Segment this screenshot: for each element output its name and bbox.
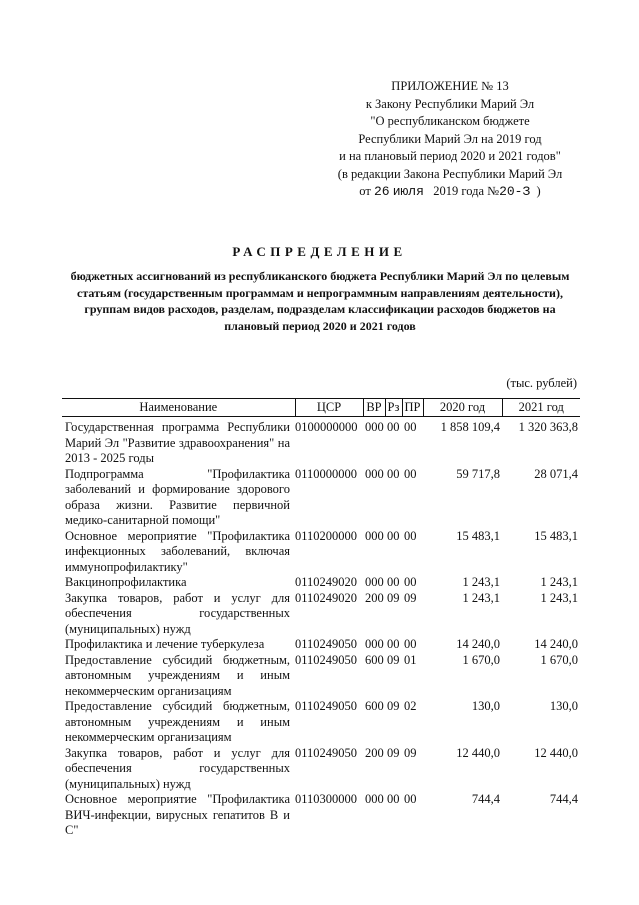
row-vr: 000 bbox=[365, 637, 384, 651]
row-pr: 00 bbox=[404, 420, 417, 434]
row-value-2021: 1 243,1 bbox=[540, 590, 578, 605]
row-csr: 0110249020 bbox=[295, 575, 358, 589]
table-row bbox=[62, 591, 580, 638]
table-row bbox=[62, 746, 580, 793]
row-name: Профилактика и лечение туберкулеза bbox=[65, 637, 265, 651]
row-name: Основное мероприятие "Профилактика ВИЧ-инфекции, вирусных гепатитов В и С" bbox=[65, 792, 290, 837]
row-value-2021: 130,0 bbox=[549, 699, 578, 713]
row-csr: 0100000000 bbox=[295, 420, 358, 434]
row-csr: 0110000000 bbox=[295, 466, 358, 481]
appendix-line: "О республиканском бюджете bbox=[370, 114, 530, 128]
row-value-2020: 15 483,1 bbox=[456, 528, 500, 543]
table-row bbox=[62, 792, 580, 839]
row-value-2021: 1 243,1 bbox=[540, 575, 578, 589]
row-name: Подпрограмма "Профилактика заболеваний и формирование здорового образа жизни. Развитие первичной медико-санитарной помощи" bbox=[65, 466, 290, 527]
row-vr: 600 bbox=[365, 699, 384, 713]
row-rz: 00 bbox=[387, 420, 400, 434]
row-csr: 0110249050 bbox=[295, 652, 358, 667]
row-pr: 00 bbox=[404, 637, 417, 651]
row-vr: 000 bbox=[365, 575, 384, 589]
row-name: Предоставление субсидий бюджетным, автономным учреждениям и иным некоммерческим организациям bbox=[65, 652, 290, 698]
table-row bbox=[62, 529, 580, 576]
header-pr: ПР bbox=[402, 399, 423, 417]
header-vr: ВР bbox=[363, 399, 385, 417]
row-value-2020: 1 858 109,4 bbox=[440, 420, 500, 434]
table-row bbox=[62, 417, 580, 467]
date-year-text: 2019 года № bbox=[433, 184, 500, 198]
row-pr: 09 bbox=[404, 590, 417, 605]
header-2020: 2020 год bbox=[423, 399, 502, 417]
row-pr: 00 bbox=[404, 528, 417, 543]
appendix-line: (в редакции Закона Республики Марий Эл bbox=[337, 166, 563, 181]
row-pr: 00 bbox=[404, 466, 417, 481]
row-value-2020: 1 243,1 bbox=[462, 575, 500, 589]
row-name: Вакцинопрофилактика bbox=[65, 575, 187, 589]
row-pr: 02 bbox=[404, 699, 417, 713]
row-vr: 000 bbox=[365, 528, 384, 543]
row-rz: 09 bbox=[387, 652, 400, 667]
row-value-2020: 59 717,8 bbox=[456, 466, 500, 481]
row-csr: 0110249020 bbox=[295, 590, 358, 605]
table-row bbox=[62, 467, 580, 529]
header-2021: 2021 год bbox=[502, 399, 580, 417]
row-pr: 01 bbox=[404, 652, 417, 667]
row-value-2021: 28 071,4 bbox=[534, 466, 578, 481]
row-vr: 200 bbox=[365, 590, 384, 605]
table-row bbox=[62, 699, 580, 746]
appendix-header bbox=[300, 78, 600, 201]
row-vr: 600 bbox=[365, 652, 384, 667]
row-value-2020: 1 670,0 bbox=[462, 652, 500, 667]
row-value-2021: 15 483,1 bbox=[534, 528, 578, 543]
table-row bbox=[62, 637, 580, 653]
row-rz: 00 bbox=[387, 575, 400, 589]
appendix-line: и на плановый период 2020 и 2021 годов" bbox=[339, 149, 561, 163]
row-rz: 00 bbox=[387, 637, 400, 651]
row-vr: 000 bbox=[365, 792, 384, 806]
row-value-2021: 1 670,0 bbox=[540, 652, 578, 667]
row-vr: 000 bbox=[365, 466, 384, 481]
row-rz: 00 bbox=[387, 528, 400, 543]
units-label: (тыс. рублей) bbox=[506, 376, 577, 390]
table-header-row bbox=[62, 399, 580, 417]
law-date-line bbox=[300, 183, 600, 201]
row-csr: 0110249050 bbox=[295, 637, 358, 651]
document-title: РАСПРЕДЕЛЕНИЕ bbox=[232, 244, 407, 259]
row-value-2020: 12 440,0 bbox=[456, 745, 500, 760]
row-csr: 0110249050 bbox=[295, 745, 358, 760]
row-value-2021: 744,4 bbox=[549, 792, 578, 806]
appendix-line: ПРИЛОЖЕНИЕ № 13 bbox=[391, 79, 509, 93]
table-row bbox=[62, 653, 580, 700]
row-value-2020: 744,4 bbox=[471, 792, 500, 806]
row-rz: 09 bbox=[387, 699, 400, 713]
row-value-2020: 130,0 bbox=[471, 699, 500, 713]
row-csr: 0110300000 bbox=[295, 792, 358, 806]
row-csr: 0110200000 bbox=[295, 528, 358, 543]
row-name: Закупка товаров, работ и услуг для обеспечения государственных (муниципальных) нужд bbox=[65, 745, 290, 791]
row-name: Основное мероприятие "Профилактика инфекционных заболеваний, включая иммунопрофилактику" bbox=[65, 528, 290, 574]
date-close: ) bbox=[536, 184, 541, 198]
row-value-2020: 1 243,1 bbox=[462, 590, 500, 605]
budget-table bbox=[62, 398, 580, 839]
header-rz: Рз bbox=[385, 399, 402, 417]
row-pr: 00 bbox=[404, 575, 417, 589]
row-value-2021: 1 320 363,8 bbox=[518, 420, 578, 434]
row-rz: 09 bbox=[387, 590, 400, 605]
row-name: Предоставление субсидий бюджетным, автономным учреждениям и иным некоммерческим организациям bbox=[65, 699, 290, 744]
date-month: июля bbox=[392, 184, 424, 199]
row-vr: 000 bbox=[365, 420, 384, 434]
header-name: Наименование bbox=[62, 399, 295, 417]
header-csr: ЦСР bbox=[295, 399, 363, 417]
row-value-2021: 14 240,0 bbox=[534, 637, 578, 651]
row-name: Закупка товаров, работ и услуг для обеспечения государственных (муниципальных) нужд bbox=[65, 590, 290, 636]
row-rz: 00 bbox=[387, 792, 400, 806]
row-rz: 09 bbox=[387, 745, 400, 760]
row-vr: 200 bbox=[365, 745, 384, 760]
row-pr: 00 bbox=[404, 792, 417, 806]
table-body bbox=[62, 417, 580, 839]
law-number: 20-З bbox=[499, 184, 531, 199]
row-value-2020: 14 240,0 bbox=[456, 637, 500, 651]
date-prefix: от bbox=[359, 184, 371, 198]
row-rz: 00 bbox=[387, 466, 400, 481]
row-pr: 09 bbox=[404, 745, 417, 760]
row-value-2021: 12 440,0 bbox=[534, 745, 578, 760]
row-csr: 0110249050 bbox=[295, 699, 358, 713]
appendix-line: к Закону Республики Марий Эл bbox=[365, 96, 535, 111]
table-row bbox=[62, 575, 580, 591]
date-day: 26 bbox=[373, 184, 390, 199]
appendix-line: Республики Марий Эл на 2019 год bbox=[358, 131, 542, 146]
document-subtitle: бюджетных ассигнований из республиканского бюджета Республики Марий Эл по целевым статьям (государственным программам и непрограммным направлениям деятельности), группам видов расходов, разделам, подразделам классификации расходов бюджетов на плановый период 2020 и 2021 годов bbox=[70, 269, 570, 333]
row-name: Государственная программа Республики Марий Эл "Развитие здравоохранения" на 2013 - 2025 годы bbox=[65, 420, 290, 465]
